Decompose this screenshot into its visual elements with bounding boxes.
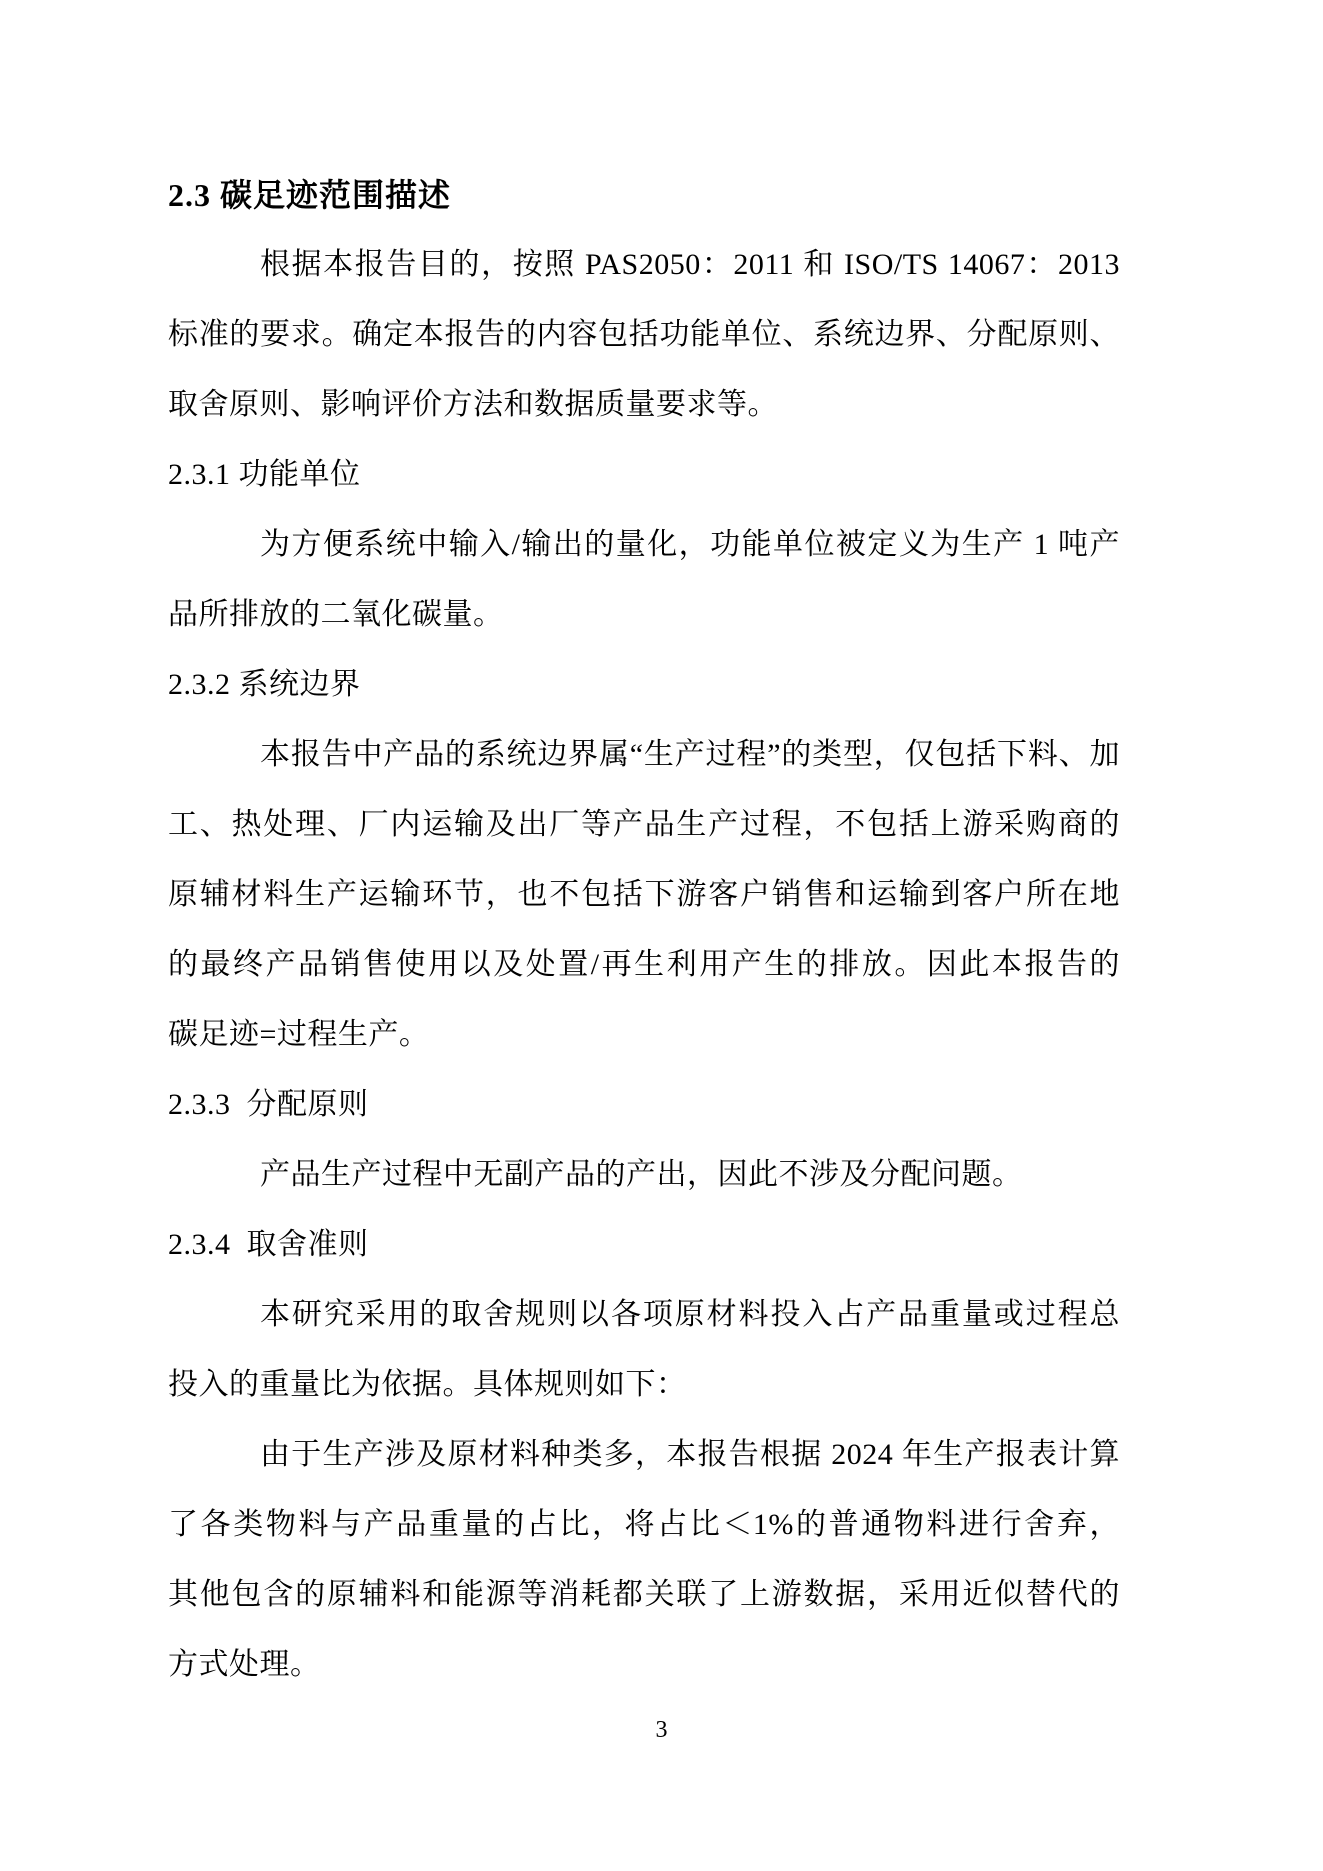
paragraph-line: 了各类物料与产品重量的占比，将占比＜1%的普通物料进行舍弃， (168, 1508, 1120, 1541)
paragraph-line: 产品生产过程中无副产品的产出，因此不涉及分配问题。 (260, 1158, 1023, 1191)
subsection-heading-234: 2.3.4 取舍准则 (168, 1228, 369, 1261)
paragraph-line: 其他包含的原辅料和能源等消耗都关联了上游数据，采用近似替代的 (168, 1578, 1120, 1611)
paragraph-line: 品所排放的二氧化碳量。 (168, 598, 504, 631)
paragraph-line: 的最终产品销售使用以及处置/再生利用产生的排放。因此本报告的 (168, 948, 1120, 981)
paragraph-line: 取舍原则、影响评价方法和数据质量要求等。 (168, 388, 778, 421)
subsection-heading-232: 2.3.2 系统边界 (168, 668, 361, 701)
paragraph-line: 投入的重量比为依据。具体规则如下： (168, 1368, 687, 1401)
paragraph-line: 根据本报告目的，按照 PAS2050：2011 和 ISO/TS 14067：2013 (260, 248, 1120, 281)
subsection-heading-231: 2.3.1 功能单位 (168, 458, 361, 491)
paragraph-line: 由于生产涉及原材料种类多，本报告根据 2024 年生产报表计算 (260, 1438, 1120, 1471)
paragraph-line: 标准的要求。确定本报告的内容包括功能单位、系统边界、分配原则、 (168, 318, 1120, 351)
paragraph-line: 本研究采用的取舍规则以各项原材料投入占产品重量或过程总 (260, 1298, 1120, 1331)
paragraph-line: 原辅材料生产运输环节，也不包括下游客户销售和运输到客户所在地 (168, 878, 1120, 911)
section-heading: 2.3 碳足迹范围描述 (168, 177, 452, 213)
document-body (168, 160, 1120, 1700)
paragraph-line: 本报告中产品的系统边界属“生产过程”的类型，仅包括下料、加 (260, 738, 1120, 771)
paragraph-line: 工、热处理、厂内运输及出厂等产品生产过程，不包括上游采购商的 (168, 808, 1120, 841)
paragraph-line: 方式处理。 (168, 1648, 321, 1681)
paragraph-line: 碳足迹=过程生产。 (168, 1018, 430, 1051)
subsection-heading-233: 2.3.3 分配原则 (168, 1088, 369, 1121)
paragraph-line: 为方便系统中输入/输出的量化，功能单位被定义为生产 1 吨产 (260, 528, 1120, 561)
page-number: 3 (655, 1717, 668, 1743)
